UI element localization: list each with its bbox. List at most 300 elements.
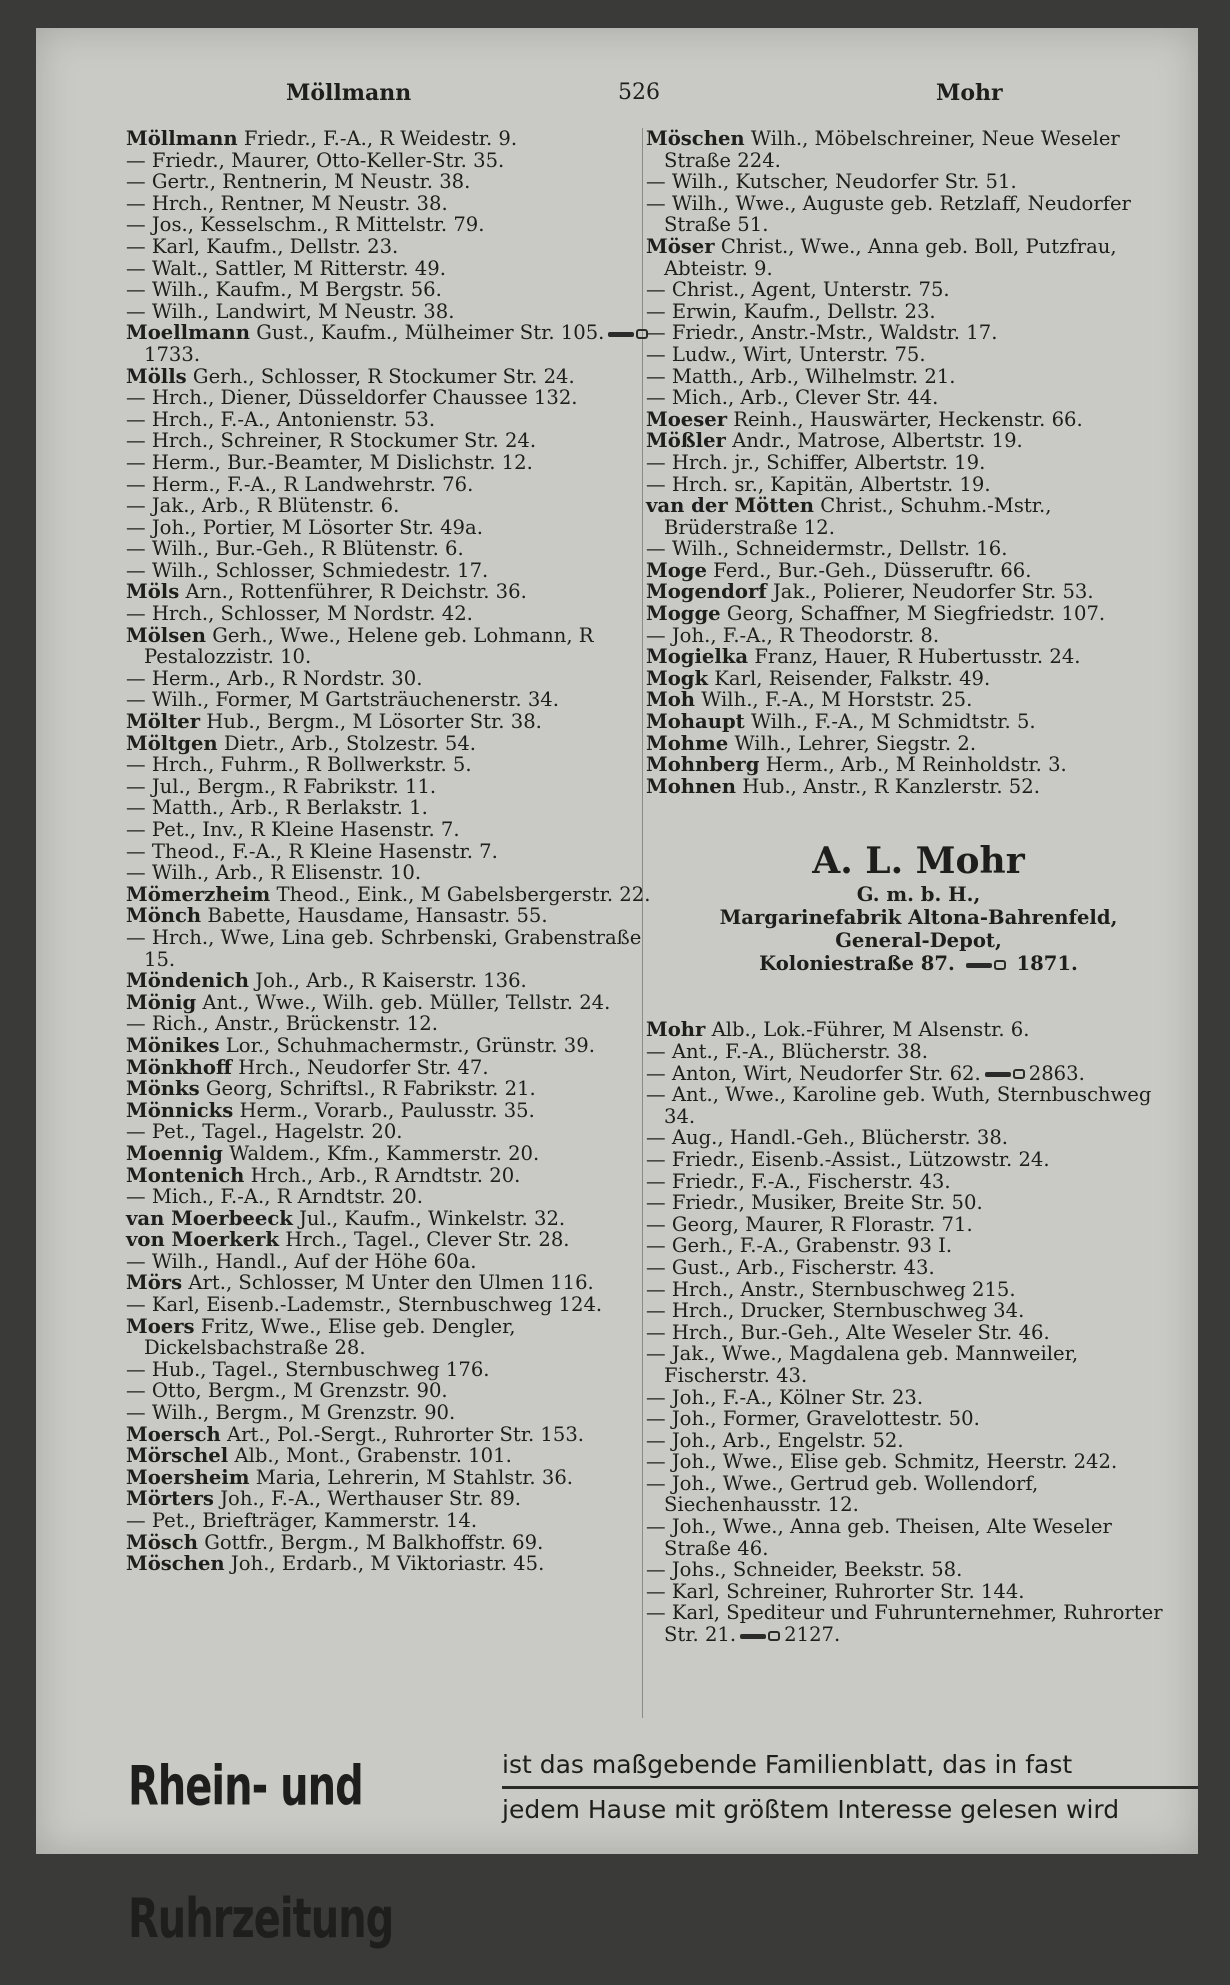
directory-entry — [126, 258, 656, 280]
entry-details: — Joh., Wwe., Elise geb. Schmitz, Heerstr. 242. — [646, 1450, 1118, 1474]
entry-details: — Joh., Portier, M Lösorter Str. 49a. — [126, 515, 483, 539]
entry-details: Jul., Kaufm., Winkelstr. 32. — [299, 1206, 566, 1230]
entry-details: Franz, Hauer, R Hubertusstr. 24. — [754, 645, 1081, 669]
entry-details: — Jos., Kesselschm., R Mittelstr. 79. — [126, 213, 485, 237]
directory-entry — [646, 344, 1171, 366]
directory-entry — [646, 1581, 1171, 1603]
directory-entry — [646, 387, 1171, 409]
header-right-keyword: Mohr — [936, 80, 1003, 106]
ad-address: Koloniestraße 87. — [759, 952, 955, 976]
directory-entry — [646, 1473, 1171, 1516]
entry-details: — Hrch., Anstr., Sternbuschweg 215. — [646, 1277, 1016, 1301]
entry-surname: von Moerkerk — [126, 1228, 280, 1252]
directory-entry — [126, 1057, 656, 1079]
telephone-icon — [608, 329, 648, 339]
entry-surname: Mösch — [126, 1530, 198, 1554]
directory-entry — [126, 538, 656, 560]
directory-entry — [126, 1100, 656, 1122]
directory-entry — [126, 1424, 656, 1446]
directory-entry — [126, 517, 656, 539]
advertisement-mohr — [646, 839, 1171, 975]
entry-details: Christ., Wwe., Anna geb. Boll, Putzfrau, Abteistr. 9. — [664, 234, 1117, 280]
entry-surname: Moellmann — [126, 321, 251, 345]
entry-surname: Mohme — [646, 731, 729, 755]
directory-entry — [126, 1251, 656, 1273]
entry-details: Fritz, Wwe., Elise geb. Dengler, Dickelsbachstraße 28. — [144, 1314, 516, 1360]
directory-entry — [126, 1402, 656, 1424]
entry-details: — Joh., Former, Gravelottestr. 50. — [646, 1407, 980, 1431]
right-column-entries-top — [646, 128, 1171, 797]
directory-entry — [126, 214, 656, 236]
directory-entry — [646, 625, 1171, 647]
entry-surname: Moge — [646, 558, 707, 582]
entry-surname: Mogk — [646, 666, 709, 690]
entry-surname: Mohr — [646, 1018, 706, 1042]
entry-details: Dietr., Arb., Stolzestr. 54. — [223, 731, 477, 755]
entry-details: — Aug., Handl.-Geh., Blücherstr. 38. — [646, 1126, 1009, 1150]
entry-details: — Johs., Schneider, Beekstr. 58. — [646, 1558, 963, 1582]
entry-surname: Mölsen — [126, 623, 206, 647]
entry-surname: Moennig — [126, 1141, 223, 1165]
directory-entry — [126, 841, 656, 863]
directory-entry — [646, 1408, 1171, 1430]
entry-details: Maria, Lehrerin, M Stahlstr. 36. — [255, 1465, 574, 1489]
banner-slogan-line-2: jedem Hause mit größtem Interesse gelesen wird — [502, 1795, 1120, 1824]
directory-entry — [126, 1143, 656, 1165]
entry-details: — Ant., Wwe., Karoline geb. Wuth, Sternbuschweg 34. — [646, 1083, 1152, 1128]
directory-entry — [646, 1257, 1171, 1279]
entry-details: — Hub., Tagel., Sternbuschweg 176. — [126, 1357, 490, 1381]
directory-entry — [126, 1467, 656, 1489]
entry-details: Georg, Schriftsl., R Fabrikstr. 21. — [205, 1077, 536, 1101]
entry-details: Hrch., Neudorfer Str. 47. — [238, 1055, 489, 1079]
entry-details: Herm., Vorarb., Paulusstr. 35. — [239, 1098, 535, 1122]
entry-details: — Anton, Wirt, Neudorfer Str. 62. — [646, 1061, 981, 1085]
directory-entry — [126, 1294, 656, 1316]
ad-phone: 1871. — [1016, 952, 1078, 976]
entry-details: Waldem., Kfm., Kammerstr. 20. — [229, 1141, 540, 1165]
entry-details: Andr., Matrose, Albertstr. 19. — [732, 429, 1023, 453]
entry-surname: Mölls — [126, 364, 187, 388]
entry-surname: Möschen — [646, 127, 745, 150]
directory-entry — [126, 430, 656, 452]
entry-details: Alb., Mont., Grabenstr. 101. — [234, 1444, 512, 1468]
entry-details: — Wilh., Wwe., Auguste geb. Retzlaff, Neudorfer Straße 51. — [646, 191, 1131, 237]
entry-details: Art., Schlosser, M Unter den Ulmen 116. — [188, 1271, 594, 1295]
entry-details: — Joh., Arb., Engelstr. 52. — [646, 1428, 904, 1452]
directory-entry — [646, 1127, 1171, 1149]
entry-details: — Friedr., Eisenb.-Assist., Lützowstr. 24. — [646, 1147, 1050, 1171]
entry-details: — Jul., Bergm., R Fabrikstr. 11. — [126, 774, 437, 798]
directory-entry — [126, 1272, 656, 1294]
directory-entry — [646, 1214, 1171, 1236]
directory-entry — [126, 1532, 656, 1554]
entry-details: — Hrch., F.-A., Antonienstr. 53. — [126, 407, 436, 431]
entry-details: — Matth., Arb., R Berlakstr. 1. — [126, 796, 428, 820]
entry-details: Gerh., Wwe., Helene geb. Lohmann, R Pestalozzistr. 10. — [144, 623, 594, 669]
directory-entry — [646, 171, 1171, 193]
entry-details: Art., Pol.-Sergt., Ruhrorter Str. 153. — [227, 1422, 585, 1446]
ad-legal-form: G. m. b. H., — [856, 883, 981, 907]
entry-surname: Montenich — [126, 1163, 245, 1187]
entry-surname: Mönch — [126, 904, 202, 928]
banner-newspaper-name: Rhein- und Ruhrzeitung — [128, 1755, 394, 1951]
directory-entry — [126, 474, 656, 496]
header-left-keyword: Möllmann — [286, 80, 412, 106]
directory-entry — [646, 646, 1171, 668]
entry-surname: Möls — [126, 580, 180, 604]
entry-details: Alb., Lok.-Führer, M Alsenstr. 6. — [711, 1018, 1030, 1042]
directory-entry — [126, 1035, 656, 1057]
entry-details: — Otto, Bergm., M Grenzstr. 90. — [126, 1379, 448, 1403]
directory-entry — [126, 668, 656, 690]
entry-details: Wilh., Möbelschreiner, Neue Weseler Straße 224. — [664, 127, 1120, 172]
directory-entry — [126, 452, 656, 474]
directory-entry — [646, 776, 1171, 798]
telephone-icon — [740, 1631, 780, 1641]
entry-surname: Mößler — [646, 429, 726, 453]
ad-line-3 — [666, 952, 1171, 975]
entry-details: — Georg, Maurer, R Florastr. 71. — [646, 1212, 973, 1236]
directory-entry — [126, 711, 656, 733]
entry-details: Arn., Rottenführer, R Deichstr. 36. — [185, 580, 527, 604]
entry-details: — Hrch., Schreiner, R Stockumer Str. 24. — [126, 429, 537, 453]
directory-entry — [646, 1343, 1171, 1386]
directory-entry — [126, 884, 656, 906]
entry-details: — Theod., F.-A., R Kleine Hasenstr. 7. — [126, 839, 498, 863]
entry-details: — Joh., Wwe., Gertrud geb. Wollendorf, Siechenhausstr. 12. — [646, 1471, 1039, 1517]
entry-surname: Möschen — [126, 1552, 225, 1576]
entry-details: — Rich., Anstr., Brückenstr. 12. — [126, 1012, 438, 1036]
directory-entry — [646, 1322, 1171, 1344]
entry-surname: van der Mötten — [646, 494, 815, 518]
entry-details: — Wilh., Kutscher, Neudorfer Str. 51. — [646, 170, 1017, 194]
banner-slogan — [502, 1744, 1198, 1830]
directory-entry — [646, 1019, 1171, 1041]
entry-details: — Wilh., Former, M Gartsträuchenerstr. 34. — [126, 688, 559, 712]
entry-surname: Mohnberg — [646, 753, 760, 777]
entry-details: — Erwin, Kaufm., Dellstr. 23. — [646, 299, 936, 323]
entry-details: — Mich., Arb., Clever Str. 44. — [646, 386, 939, 410]
entry-surname: Mönks — [126, 1077, 200, 1101]
entry-phone: 2127. — [784, 1623, 841, 1647]
entry-details: — Gerh., F.-A., Grabenstr. 93 I. — [646, 1234, 953, 1258]
directory-entry — [126, 1380, 656, 1402]
directory-entry — [646, 409, 1171, 431]
entry-details: — Joh., F.-A., Kölner Str. 23. — [646, 1385, 924, 1409]
entry-surname: Mönnicks — [126, 1098, 234, 1122]
entry-details: — Hrch. sr., Kapitän, Albertstr. 19. — [646, 472, 991, 496]
entry-details: — Herm., Arb., R Nordstr. 30. — [126, 666, 423, 690]
entry-details: — Hrch. jr., Schiffer, Albertstr. 19. — [646, 450, 986, 474]
ad-line-2: General-Depot, — [835, 929, 1002, 953]
entry-details: Herm., Arb., M Reinholdstr. 3. — [765, 753, 1067, 777]
directory-entry — [126, 1359, 656, 1381]
entry-surname: Mogendorf — [646, 580, 767, 604]
entry-details: Joh., Arb., R Kaiserstr. 136. — [255, 969, 527, 993]
entry-details: — Herm., Bur.-Beamter, M Dislichstr. 12. — [126, 450, 533, 474]
entry-details: Wilh., F.-A., M Schmidtstr. 5. — [750, 710, 1036, 734]
directory-entry — [646, 1387, 1171, 1409]
entry-details: — Jak., Arb., R Blütenstr. 6. — [126, 494, 400, 518]
entry-details: — Hrch., Schlosser, M Nordstr. 42. — [126, 602, 473, 626]
entry-details: Georg, Schaffner, M Siegfriedstr. 107. — [726, 602, 1106, 626]
directory-entry — [126, 1208, 656, 1230]
page-number: 526 — [618, 80, 660, 105]
directory-entry — [126, 128, 656, 150]
entry-details: — Karl, Kaufm., Dellstr. 23. — [126, 234, 399, 258]
directory-entry — [126, 927, 656, 970]
entry-details: — Hrch., Diener, Düsseldorfer Chaussee 132. — [126, 386, 578, 410]
entry-details: — Wilh., Arb., R Elisenstr. 10. — [126, 861, 422, 885]
entry-surname: Moersheim — [126, 1465, 250, 1489]
entry-details: — Karl, Schreiner, Ruhrorter Str. 144. — [646, 1579, 1025, 1603]
entry-details: Gottfr., Bergm., M Balkhoffstr. 69. — [204, 1530, 544, 1554]
page-header — [36, 80, 1198, 120]
directory-entry — [646, 430, 1171, 452]
entry-details: Hrch., Tagel., Clever Str. 28. — [285, 1228, 570, 1252]
directory-entry — [126, 193, 656, 215]
directory-entry — [646, 668, 1171, 690]
entry-details: — Friedr., Maurer, Otto-Keller-Str. 35. — [126, 148, 505, 172]
ad-firm-name: A. L. Mohr — [812, 840, 1025, 883]
directory-entry — [646, 754, 1171, 776]
entry-details: — Wilh., Kaufm., M Bergstr. 56. — [126, 278, 442, 302]
entry-surname: Moersch — [126, 1422, 221, 1446]
entry-details: — Pet., Briefträger, Kammerstr. 14. — [126, 1509, 478, 1532]
entry-details: Lor., Schuhmachermstr., Grünstr. 39. — [225, 1033, 595, 1057]
entry-details: Gerh., Schlosser, R Stockumer Str. 24. — [192, 364, 575, 388]
directory-entry — [646, 603, 1171, 625]
entry-details: — Jak., Wwe., Magdalena geb. Mannweiler, Fischerstr. 43. — [646, 1342, 1079, 1387]
directory-entry — [646, 1300, 1171, 1322]
entry-details: — Hrch., Bur.-Geh., Alte Weseler Str. 46. — [646, 1320, 1050, 1344]
entry-surname: Mörschel — [126, 1444, 229, 1468]
entry-details: — Hrch., Drucker, Sternbuschweg 34. — [646, 1299, 1025, 1323]
directory-entry — [646, 689, 1171, 711]
directory-entry — [126, 387, 656, 409]
directory-entry — [646, 1430, 1171, 1452]
entry-details: Ferd., Bur.-Geh., Düsseruftr. 66. — [713, 558, 1032, 582]
entry-surname: Mogge — [646, 602, 721, 626]
directory-entry — [126, 322, 656, 365]
entry-surname: Mönikes — [126, 1033, 220, 1057]
directory-entry — [126, 1121, 656, 1143]
entry-details: — Mich., F.-A., R Arndtstr. 20. — [126, 1185, 423, 1209]
entry-details: — Herm., F.-A., R Landwehrstr. 76. — [126, 472, 474, 496]
entry-details: Hub., Bergm., M Lösorter Str. 38. — [206, 710, 542, 734]
entry-surname: Möltgen — [126, 731, 218, 755]
directory-entry — [126, 301, 656, 323]
directory-entry — [126, 150, 656, 172]
entry-details: — Hrch., Rentner, M Neustr. 38. — [126, 191, 448, 215]
entry-surname: Moh — [646, 688, 696, 712]
directory-entry — [126, 733, 656, 755]
ad-line-1: Margarinefabrik Altona-Bahrenfeld, — [719, 906, 1118, 930]
entry-details: — Ant., F.-A., Blücherstr. 38. — [646, 1040, 928, 1063]
entry-details: — Friedr., Anstr.-Mstr., Waldstr. 17. — [646, 321, 998, 345]
telephone-icon — [985, 1069, 1025, 1079]
directory-entry — [126, 1488, 656, 1510]
directory-entry — [646, 538, 1171, 560]
directory-entry — [126, 754, 656, 776]
directory-entry — [126, 970, 656, 992]
directory-entry — [646, 1041, 1171, 1063]
directory-entry — [126, 409, 656, 431]
directory-entry — [646, 733, 1171, 755]
entry-details: Joh., F.-A., Werthauser Str. 89. — [220, 1487, 522, 1511]
directory-entry — [126, 797, 656, 819]
banner-slogan-line-1: ist das maßgebende Familienblatt, das in fast — [502, 1744, 1198, 1789]
directory-entry — [646, 1516, 1171, 1559]
directory-entry — [646, 1171, 1171, 1193]
directory-entry — [126, 495, 656, 517]
entry-surname: Mogielka — [646, 645, 749, 669]
directory-entry — [126, 1229, 656, 1251]
entry-details: Babette, Hausdame, Hansastr. 55. — [207, 904, 548, 928]
entry-details: — Karl, Eisenb.-Lademstr., Sternbuschweg 124. — [126, 1293, 603, 1317]
entry-surname: Mömerzheim — [126, 882, 271, 906]
entry-details: — Ludw., Wirt, Unterstr. 75. — [646, 342, 926, 366]
entry-details: — Wilh., Bergm., M Grenzstr. 90. — [126, 1401, 456, 1425]
directory-entry — [126, 236, 656, 258]
entry-details: Hub., Anstr., R Kanzlerstr. 52. — [742, 774, 1040, 798]
entry-details: Wilh., Lehrer, Siegstr. 2. — [734, 731, 977, 755]
directory-entry — [126, 776, 656, 798]
entry-details: Christ., Schuhm.-Mstr., Brüderstraße 12. — [664, 494, 1052, 539]
entry-details: — Friedr., Musiker, Breite Str. 50. — [646, 1191, 983, 1215]
entry-details: — Joh., F.-A., R Theodorstr. 8. — [646, 623, 940, 647]
directory-entry — [126, 862, 656, 884]
entry-surname: Mohaupt — [646, 710, 745, 734]
directory-entry — [126, 603, 656, 625]
directory-entry — [646, 495, 1171, 538]
entry-details: — Christ., Agent, Unterstr. 75. — [646, 278, 950, 302]
directory-entry — [646, 1149, 1171, 1171]
entry-details: — Gust., Arb., Fischerstr. 43. — [646, 1255, 935, 1279]
entry-details: — Wilh., Schneidermstr., Dellstr. 16. — [646, 537, 1008, 561]
entry-details: — Pet., Tagel., Hagelstr. 20. — [126, 1120, 403, 1144]
entry-details: Wilh., F.-A., M Horststr. 25. — [701, 688, 973, 712]
entry-details: Karl, Reisender, Falkstr. 49. — [714, 666, 991, 690]
entry-details: Theod., Eink., M Gabelsbergerstr. 22. — [276, 882, 651, 906]
entry-details: Hrch., Arb., R Arndtstr. 20. — [250, 1163, 521, 1187]
entry-surname: Möllmann — [126, 127, 238, 150]
directory-entry — [126, 625, 656, 668]
directory-entry — [646, 1063, 1171, 1085]
directory-entry — [646, 452, 1171, 474]
entry-details: Reinh., Hauswärter, Heckenstr. 66. — [733, 407, 1083, 431]
entry-details: — Gertr., Rentnerin, M Neustr. 38. — [126, 170, 471, 194]
directory-entry — [646, 279, 1171, 301]
directory-entry — [646, 193, 1171, 236]
entry-details: Jak., Polierer, Neudorfer Str. 53. — [772, 580, 1094, 604]
entry-surname: Mölter — [126, 710, 201, 734]
entry-details: — Matth., Arb., Wilhelmstr. 21. — [646, 364, 956, 388]
directory-entry — [646, 1602, 1171, 1645]
entry-surname: Moeser — [646, 407, 728, 431]
entry-surname: Mönkhoff — [126, 1055, 232, 1079]
directory-entry — [646, 301, 1171, 323]
directory-entry — [646, 128, 1171, 171]
entry-phone: 2863. — [1028, 1061, 1085, 1085]
telephone-icon — [966, 960, 1006, 970]
entry-details: — Friedr., F.-A., Fischerstr. 43. — [646, 1169, 951, 1193]
directory-entry — [126, 581, 656, 603]
directory-entry — [646, 1279, 1171, 1301]
directory-page — [36, 28, 1198, 1951]
entry-details: — Joh., Wwe., Anna geb. Theisen, Alte Weseler Straße 46. — [646, 1515, 1112, 1560]
directory-entry — [126, 1078, 656, 1100]
directory-entry — [646, 1192, 1171, 1214]
entry-surname: Moers — [126, 1314, 195, 1338]
entry-details: — Wilh., Bur.-Geh., R Blütenstr. 6. — [126, 537, 464, 561]
directory-entry — [646, 711, 1171, 733]
newspaper-banner-ad — [128, 1738, 1198, 1951]
directory-entry — [646, 1559, 1171, 1581]
directory-entry — [646, 560, 1171, 582]
entry-details: — Wilh., Handl., Auf der Höhe 60a. — [126, 1249, 477, 1273]
directory-entry — [126, 560, 656, 582]
entry-details: — Wilh., Landwirt, M Neustr. 38. — [126, 299, 455, 323]
directory-entry — [126, 1013, 656, 1035]
entry-surname: Mörters — [126, 1487, 214, 1511]
right-column — [646, 128, 1171, 1646]
right-column-entries-bottom — [646, 1019, 1171, 1645]
directory-entry — [646, 1235, 1171, 1257]
directory-entry — [126, 689, 656, 711]
directory-entry — [126, 905, 656, 927]
entry-details: Ant., Wwe., Wilh. geb. Müller, Tellstr. 24. — [202, 990, 611, 1014]
directory-entry — [126, 1510, 656, 1532]
directory-entry — [646, 366, 1171, 388]
left-column — [126, 128, 656, 1575]
entry-details: — Karl, Spediteur und Fuhrunternehmer, Ruhrorter Str. 21. — [646, 1601, 1163, 1647]
directory-entry — [126, 366, 656, 388]
entry-phone: 1733. — [144, 342, 201, 366]
entry-surname: Mörs — [126, 1271, 183, 1295]
directory-entry — [126, 279, 656, 301]
entry-surname: Mohnen — [646, 774, 736, 798]
directory-entry — [126, 1186, 656, 1208]
entry-surname: Möndenich — [126, 969, 250, 993]
directory-entry — [646, 322, 1171, 344]
directory-entry — [126, 992, 656, 1014]
entry-surname: Möser — [646, 234, 715, 258]
directory-entry — [126, 1553, 656, 1575]
entry-details: Gust., Kaufm., Mülheimer Str. 105. — [256, 321, 605, 345]
directory-entry — [646, 1084, 1171, 1127]
entry-details: Joh., Erdarb., M Viktoriastr. 45. — [230, 1552, 545, 1576]
directory-entry — [646, 581, 1171, 603]
entry-details: — Walt., Sattler, M Ritterstr. 49. — [126, 256, 446, 280]
entry-surname: Mönig — [126, 990, 197, 1014]
directory-entry — [646, 474, 1171, 496]
entry-details: — Hrch., Fuhrm., R Bollwerkstr. 5. — [126, 753, 472, 777]
entry-details: Friedr., F.-A., R Weidestr. 9. — [243, 127, 518, 150]
directory-entry — [646, 1451, 1171, 1473]
directory-entry — [126, 1316, 656, 1359]
entry-details: — Pet., Inv., R Kleine Hasenstr. 7. — [126, 818, 460, 841]
entry-details: — Hrch., Wwe, Lina geb. Schrbenski, Grabenstraße 15. — [126, 925, 642, 971]
directory-entry — [646, 236, 1171, 279]
directory-entry — [126, 1165, 656, 1187]
directory-entry — [126, 819, 656, 841]
directory-entry — [126, 171, 656, 193]
entry-surname: van Moerbeeck — [126, 1206, 293, 1230]
directory-entry — [126, 1445, 656, 1467]
entry-details: — Wilh., Schlosser, Schmiedestr. 17. — [126, 558, 489, 582]
